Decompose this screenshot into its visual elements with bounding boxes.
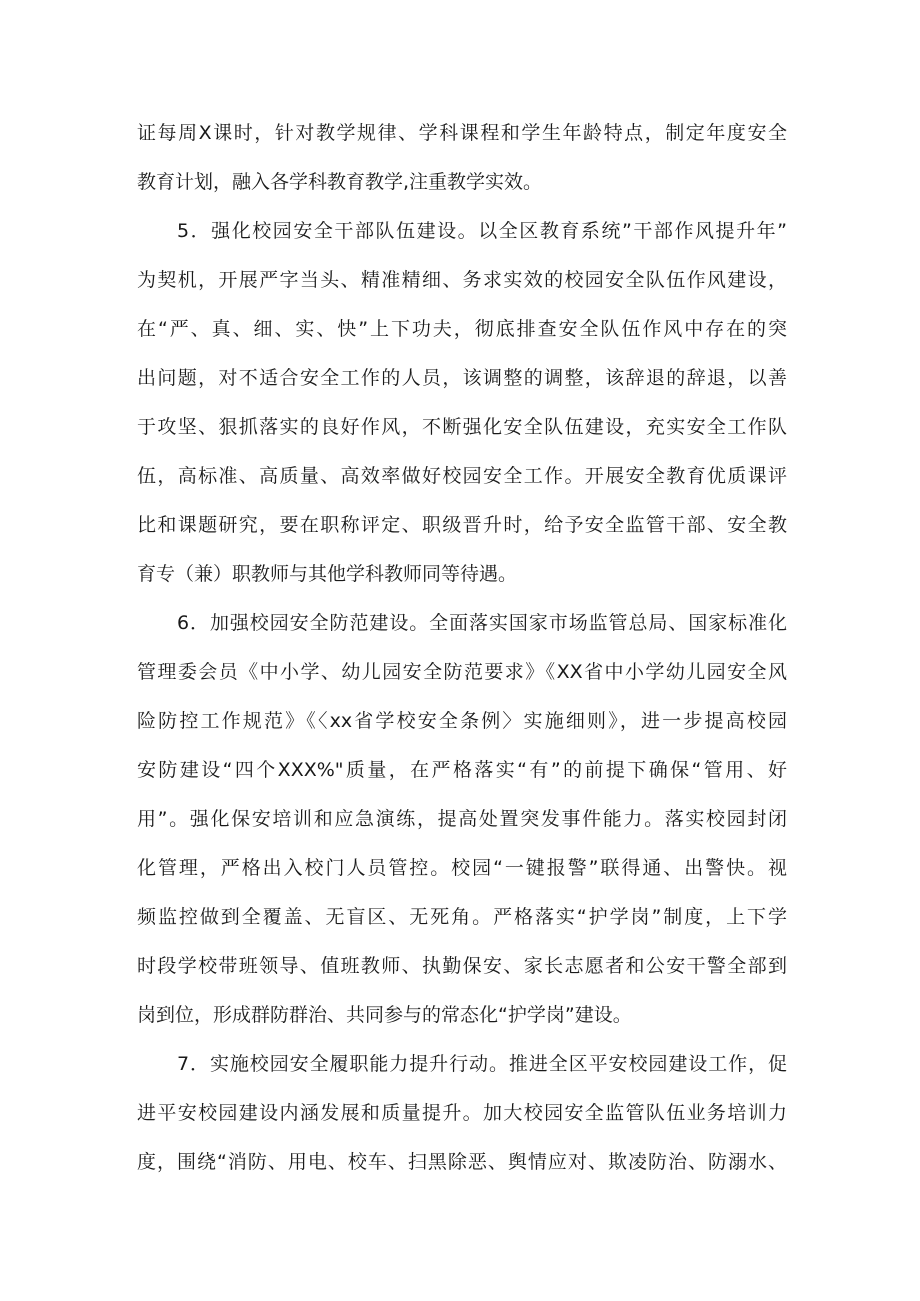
p4-line-1: 证每周X课时，针对教学规律、学科课程和学生年龄特点，制定年度安全 [137, 122, 787, 144]
p6-line-9: 岗到位，形成群防群治、共同参与的常态化“护学岗”建设。 [137, 1004, 632, 1026]
p5-line-7: 比和课题研究，要在职称评定、职级晋升时，给予安全监管干部、安全教 [137, 514, 787, 536]
p5-line-3: 在“严、真、细、实、快”上下功夫，彻底排查安全队伍作风中存在的突 [137, 318, 787, 340]
p6-line-7: 频监控做到全覆盖、无盲区、无死角。严格落实“护学岗”制度，上下学 [137, 906, 787, 928]
p5-line-4: 出问题，对不适合安全工作的人员，该调整的调整，该辞退的辞退，以善 [137, 367, 787, 389]
p6-line-8: 时段学校带班领导、值班教师、执勤保安、家长志愿者和公安干警全部到 [137, 955, 787, 977]
p5-line-5: 于攻坚、狠抓落实的良好作风，不断强化安全队伍建设，充实安全工作队 [137, 416, 787, 438]
p7-line-1: 7．实施校园安全履职能力提升行动。推进全区平安校园建设工作，促 [177, 1053, 787, 1075]
p5-line-1: 5．强化校园安全干部队伍建设。以全区教育系统”干部作风提升年” [177, 220, 787, 242]
p6-line-2: 管理委会员《中小学、幼儿园安全防范要求》《XX省中小学幼儿园安全风 [137, 661, 787, 683]
p4-line-2: 教育计划，融入各学科教育教学,注重教学实效。 [137, 171, 543, 193]
p5-line-2: 为契机，开展严字当头、精准精细、务求实效的校园安全队伍作风建设， [137, 269, 787, 291]
p6-line-6: 化管理，严格出入校门人员管控。校园“一键报警”联得通、出警快。视 [137, 857, 787, 879]
p6-line-3: 险防控工作规范》《〈xx省学校安全条例〉实施细则》，进一步提高校园 [137, 710, 787, 732]
p6-line-5: 用”。强化保安培训和应急演练，提高处置突发事件能力。落实校园封闭 [137, 808, 787, 830]
p5-line-6: 伍，高标准、高质量、高效率做好校园安全工作。开展安全教育优质课评 [137, 465, 787, 487]
p5-line-8: 育专（兼）职教师与其他学科教师同等待遇。 [137, 563, 518, 585]
p7-line-3: 度，围绕“消防、用电、校车、扫黑除恶、舆情应对、欺凌防治、防溺水、 [137, 1151, 787, 1173]
p6-line-4: 安防建设“四个XXX%"质量，在严格落实“有”的前提下确保“管用、好 [137, 759, 787, 781]
p6-line-1: 6．加强校园安全防范建设。全面落实国家市场监管总局、国家标准化 [177, 612, 787, 634]
p7-line-2: 进平安校园建设内涵发展和质量提升。加大校园安全监管队伍业务培训力 [137, 1102, 787, 1124]
